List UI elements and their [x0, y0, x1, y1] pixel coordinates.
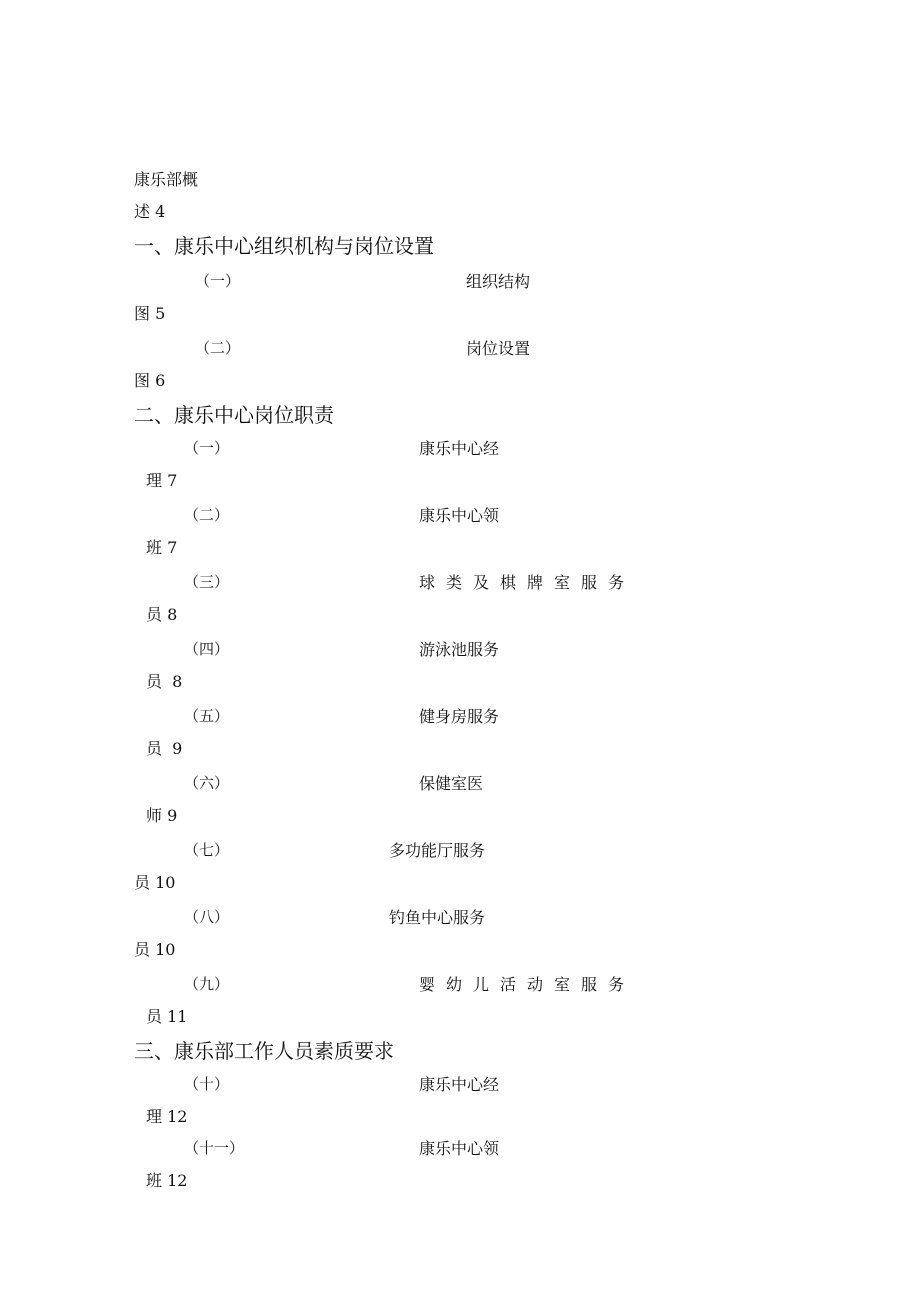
- toc-item-continuation: 员 11: [146, 1007, 188, 1026]
- toc-item-continuation: 员 8: [146, 672, 183, 691]
- toc-item-number: （五）: [184, 707, 230, 725]
- toc-section-heading: 三、康乐部工作人员素质要求: [134, 1039, 394, 1063]
- toc-item-continuation: 员 10: [134, 940, 176, 959]
- toc-item-continuation: 图 5: [134, 304, 166, 323]
- toc-item-number: （十）: [184, 1075, 230, 1093]
- toc-overview-line2: 述 4: [134, 202, 166, 221]
- toc-item-continuation: 员 9: [146, 739, 183, 758]
- toc-item-continuation: 员 8: [146, 605, 178, 624]
- toc-item-number: （九）: [184, 975, 230, 993]
- toc-section-heading: 二、康乐中心岗位职责: [134, 403, 334, 427]
- toc-item-title: 健身房服务: [419, 707, 500, 726]
- toc-item-continuation: 图 6: [134, 371, 166, 390]
- toc-item-title: 康乐中心经: [419, 439, 500, 458]
- toc-item-title: 康乐中心经: [419, 1075, 500, 1094]
- toc-item-number: （一）: [195, 272, 241, 290]
- toc-item-number: （二）: [184, 506, 230, 524]
- toc-item-title: 钓鱼中心服务: [389, 908, 486, 927]
- toc-item-title: 组织结构: [466, 272, 531, 291]
- toc-section-heading: 一、康乐中心组织机构与岗位设置: [134, 234, 434, 258]
- toc-item-title: 球类及棋牌室服务: [419, 573, 636, 592]
- toc-item-continuation: 班 12: [146, 1171, 188, 1190]
- toc-item-title: 保健室医: [419, 774, 484, 793]
- toc-item-number: （三）: [184, 573, 230, 591]
- toc-item-number: （十一）: [184, 1139, 245, 1157]
- toc-item-continuation: 理 7: [146, 471, 178, 490]
- toc-item-number: （八）: [184, 908, 230, 926]
- toc-item-title: 婴幼儿活动室服务: [419, 975, 636, 994]
- toc-overview-line1: 康乐部概: [134, 170, 199, 189]
- toc-item-number: （六）: [184, 774, 230, 792]
- toc-item-continuation: 师 9: [146, 806, 178, 825]
- toc-item-title: 康乐中心领: [419, 506, 500, 525]
- toc-item-continuation: 员 10: [134, 873, 176, 892]
- toc-item-title: 多功能厅服务: [389, 841, 486, 860]
- toc-item-continuation: 理 12: [146, 1107, 188, 1126]
- toc-item-continuation: 班 7: [146, 538, 178, 557]
- toc-item-title: 岗位设置: [466, 339, 531, 358]
- toc-item-number: （一）: [184, 439, 230, 457]
- toc-item-number: （四）: [184, 640, 230, 658]
- toc-item-title: 游泳池服务: [419, 640, 500, 659]
- toc-item-number: （二）: [195, 339, 241, 357]
- toc-item-number: （七）: [184, 841, 230, 859]
- toc-item-title: 康乐中心领: [419, 1139, 500, 1158]
